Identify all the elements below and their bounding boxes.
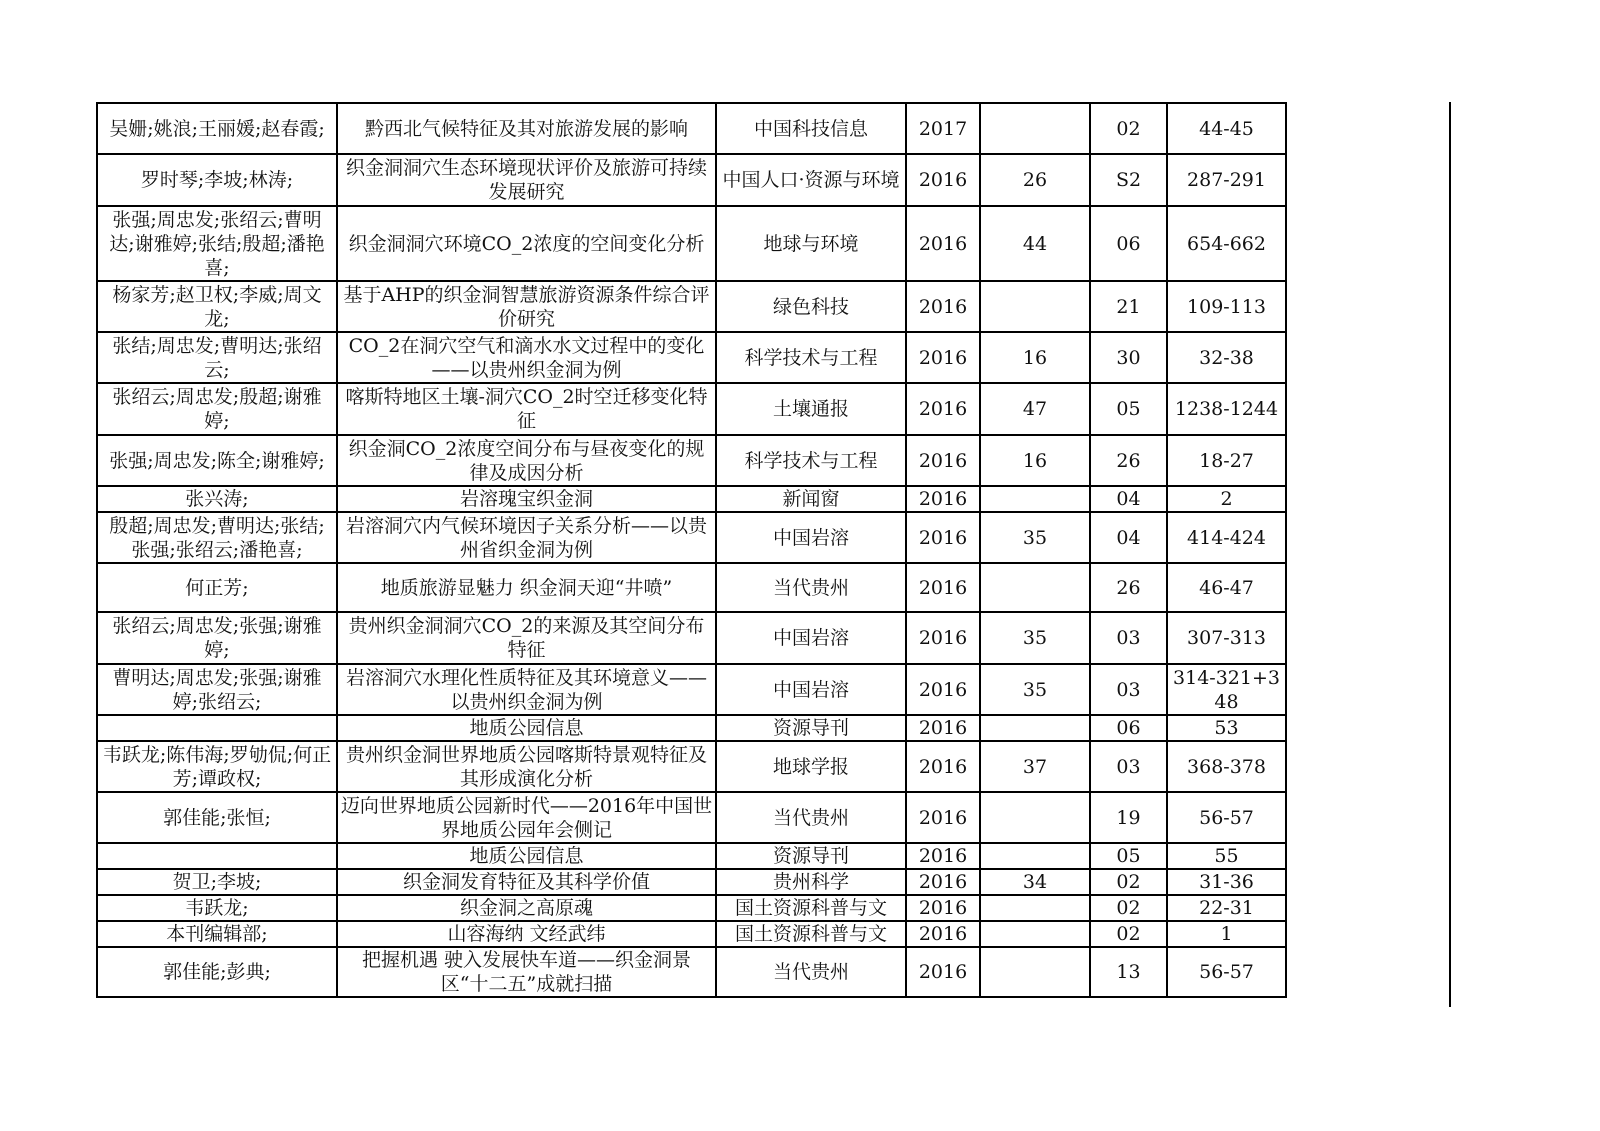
title-cell: 织金洞CO_2浓度空间分布与昼夜变化的规律及成因分析	[337, 435, 716, 486]
journal-cell: 当代贵州	[716, 947, 906, 997]
authors-cell: 韦跃龙;陈伟海;罗劬侃;何正芳;谭政权;	[97, 741, 337, 792]
title-cell: 地质旅游显魅力 织金洞天迎“井喷”	[337, 563, 716, 612]
journal-cell: 国土资源科普与文	[716, 895, 906, 921]
authors-cell: 本刊编辑部;	[97, 921, 337, 947]
pages-cell: 53	[1167, 715, 1286, 741]
title-cell: 迈向世界地质公园新时代——2016年中国世界地质公园年会侧记	[337, 792, 716, 843]
issue-cell: 03	[1090, 741, 1167, 792]
pages-cell: 22-31	[1167, 895, 1286, 921]
authors-cell: 罗时琴;李坡;林涛;	[97, 154, 337, 206]
year-cell: 2016	[906, 281, 980, 332]
table-row	[97, 206, 1286, 281]
journal-cell: 地球与环境	[716, 206, 906, 281]
year-cell: 2016	[906, 486, 980, 512]
volume-cell: 37	[980, 741, 1090, 792]
title-cell: 基于AHP的织金洞智慧旅游资源条件综合评价研究	[337, 281, 716, 332]
year-cell: 2016	[906, 664, 980, 715]
title-cell: 织金洞洞穴环境CO_2浓度的空间变化分析	[337, 206, 716, 281]
table-row	[97, 664, 1286, 715]
year-cell: 2016	[906, 843, 980, 869]
issue-cell: 30	[1090, 332, 1167, 383]
table-row	[97, 435, 1286, 486]
pages-cell: 109-113	[1167, 281, 1286, 332]
journal-cell: 土壤通报	[716, 383, 906, 435]
volume-cell	[980, 792, 1090, 843]
year-cell: 2016	[906, 741, 980, 792]
title-cell: 把握机遇 驶入发展快车道——织金洞景区“十二五”成就扫描	[337, 947, 716, 997]
authors-cell: 张强;周忠发;陈全;谢雅婷;	[97, 435, 337, 486]
table-row	[97, 154, 1286, 206]
year-cell: 2016	[906, 612, 980, 664]
title-cell: 岩溶瑰宝织金洞	[337, 486, 716, 512]
volume-cell	[980, 281, 1090, 332]
table-row	[97, 486, 1286, 512]
volume-cell: 35	[980, 512, 1090, 563]
issue-cell: 04	[1090, 512, 1167, 563]
journal-cell: 资源导刊	[716, 715, 906, 741]
pages-cell: 55	[1167, 843, 1286, 869]
year-cell: 2016	[906, 715, 980, 741]
volume-cell	[980, 563, 1090, 612]
volume-cell: 16	[980, 332, 1090, 383]
volume-cell: 26	[980, 154, 1090, 206]
table-row	[97, 612, 1286, 664]
year-cell: 2017	[906, 103, 980, 154]
authors-cell: 何正芳;	[97, 563, 337, 612]
title-cell: 织金洞洞穴生态环境现状评价及旅游可持续发展研究	[337, 154, 716, 206]
table-row	[97, 921, 1286, 947]
table-row	[97, 281, 1286, 332]
table-row	[97, 869, 1286, 895]
table-row	[97, 383, 1286, 435]
year-cell: 2016	[906, 921, 980, 947]
journal-cell: 中国岩溶	[716, 612, 906, 664]
authors-cell: 郭佳能;彭典;	[97, 947, 337, 997]
year-cell: 2016	[906, 154, 980, 206]
journal-cell: 科学技术与工程	[716, 435, 906, 486]
journal-cell: 地球学报	[716, 741, 906, 792]
volume-cell: 34	[980, 869, 1090, 895]
table-row	[97, 103, 1286, 154]
title-cell: 喀斯特地区土壤-洞穴CO_2时空迁移变化特征	[337, 383, 716, 435]
journal-cell: 当代贵州	[716, 563, 906, 612]
journal-cell: 国土资源科普与文	[716, 921, 906, 947]
issue-cell: 03	[1090, 664, 1167, 715]
volume-cell: 35	[980, 664, 1090, 715]
issue-cell: 02	[1090, 895, 1167, 921]
volume-cell: 44	[980, 206, 1090, 281]
year-cell: 2016	[906, 512, 980, 563]
table-row	[97, 741, 1286, 792]
title-cell: 织金洞之高原魂	[337, 895, 716, 921]
pages-cell: 31-36	[1167, 869, 1286, 895]
pages-cell: 32-38	[1167, 332, 1286, 383]
journal-cell: 科学技术与工程	[716, 332, 906, 383]
pages-cell: 46-47	[1167, 563, 1286, 612]
year-cell: 2016	[906, 869, 980, 895]
authors-cell: 张强;周忠发;张绍云;曹明达;谢雅婷;张结;殷超;潘艳喜;	[97, 206, 337, 281]
issue-cell: 05	[1090, 843, 1167, 869]
title-cell: 地质公园信息	[337, 843, 716, 869]
volume-cell: 16	[980, 435, 1090, 486]
issue-cell: 04	[1090, 486, 1167, 512]
issue-cell: 21	[1090, 281, 1167, 332]
table-row	[97, 895, 1286, 921]
journal-cell: 当代贵州	[716, 792, 906, 843]
table-row	[97, 332, 1286, 383]
pages-cell: 314-321+348	[1167, 664, 1286, 715]
volume-cell	[980, 103, 1090, 154]
journal-cell: 绿色科技	[716, 281, 906, 332]
authors-cell	[97, 843, 337, 869]
year-cell: 2016	[906, 947, 980, 997]
year-cell: 2016	[906, 206, 980, 281]
pages-cell: 56-57	[1167, 947, 1286, 997]
pages-cell: 368-378	[1167, 741, 1286, 792]
title-cell: 地质公园信息	[337, 715, 716, 741]
volume-cell: 47	[980, 383, 1090, 435]
year-cell: 2016	[906, 383, 980, 435]
pages-cell: 56-57	[1167, 792, 1286, 843]
pages-cell: 1238-1244	[1167, 383, 1286, 435]
year-cell: 2016	[906, 435, 980, 486]
authors-cell: 张绍云;周忠发;张强;谢雅婷;	[97, 612, 337, 664]
title-cell: 岩溶洞穴内气候环境因子关系分析——以贵州省织金洞为例	[337, 512, 716, 563]
authors-cell: 张绍云;周忠发;殷超;谢雅婷;	[97, 383, 337, 435]
title-cell: 织金洞发育特征及其科学价值	[337, 869, 716, 895]
pages-cell: 654-662	[1167, 206, 1286, 281]
issue-cell: 26	[1090, 435, 1167, 486]
title-cell: 岩溶洞穴水理化性质特征及其环境意义——以贵州织金洞为例	[337, 664, 716, 715]
issue-cell: 19	[1090, 792, 1167, 843]
issue-cell: 02	[1090, 921, 1167, 947]
pages-cell: 307-313	[1167, 612, 1286, 664]
issue-cell: 03	[1090, 612, 1167, 664]
issue-cell: 13	[1090, 947, 1167, 997]
reference-table	[96, 102, 1287, 998]
volume-cell	[980, 921, 1090, 947]
volume-cell	[980, 486, 1090, 512]
title-cell: 山容海纳 文经武纬	[337, 921, 716, 947]
year-cell: 2016	[906, 895, 980, 921]
issue-cell: 26	[1090, 563, 1167, 612]
volume-cell: 35	[980, 612, 1090, 664]
volume-cell	[980, 947, 1090, 997]
journal-cell: 中国岩溶	[716, 664, 906, 715]
journal-cell: 中国人口·资源与环境	[716, 154, 906, 206]
issue-cell: S2	[1090, 154, 1167, 206]
year-cell: 2016	[906, 792, 980, 843]
table-row	[97, 715, 1286, 741]
issue-cell: 05	[1090, 383, 1167, 435]
journal-cell: 中国岩溶	[716, 512, 906, 563]
authors-cell: 张兴涛;	[97, 486, 337, 512]
volume-cell	[980, 895, 1090, 921]
table-row	[97, 947, 1286, 997]
pages-cell: 2	[1167, 486, 1286, 512]
table-row	[97, 563, 1286, 612]
table-row	[97, 792, 1286, 843]
journal-cell: 新闻窗	[716, 486, 906, 512]
pages-cell: 287-291	[1167, 154, 1286, 206]
title-cell: CO_2在洞穴空气和滴水水文过程中的变化——以贵州织金洞为例	[337, 332, 716, 383]
title-cell: 贵州织金洞洞穴CO_2的来源及其空间分布特征	[337, 612, 716, 664]
volume-cell	[980, 715, 1090, 741]
reference-table-body	[97, 103, 1286, 997]
pages-cell: 414-424	[1167, 512, 1286, 563]
authors-cell: 吴姗;姚浪;王丽媛;赵春霞;	[97, 103, 337, 154]
page-border-line	[1449, 102, 1451, 1007]
issue-cell: 06	[1090, 715, 1167, 741]
issue-cell: 06	[1090, 206, 1167, 281]
pages-cell: 1	[1167, 921, 1286, 947]
pages-cell: 44-45	[1167, 103, 1286, 154]
authors-cell: 曹明达;周忠发;张强;谢雅婷;张绍云;	[97, 664, 337, 715]
authors-cell: 韦跃龙;	[97, 895, 337, 921]
pages-cell: 18-27	[1167, 435, 1286, 486]
authors-cell: 郭佳能;张恒;	[97, 792, 337, 843]
authors-cell	[97, 715, 337, 741]
year-cell: 2016	[906, 563, 980, 612]
authors-cell: 张结;周忠发;曹明达;张绍云;	[97, 332, 337, 383]
title-cell: 黔西北气候特征及其对旅游发展的影响	[337, 103, 716, 154]
table-row	[97, 512, 1286, 563]
issue-cell: 02	[1090, 869, 1167, 895]
authors-cell: 杨家芳;赵卫权;李威;周文龙;	[97, 281, 337, 332]
title-cell: 贵州织金洞世界地质公园喀斯特景观特征及其形成演化分析	[337, 741, 716, 792]
issue-cell: 02	[1090, 103, 1167, 154]
journal-cell: 贵州科学	[716, 869, 906, 895]
authors-cell: 贺卫;李坡;	[97, 869, 337, 895]
volume-cell	[980, 843, 1090, 869]
journal-cell: 中国科技信息	[716, 103, 906, 154]
year-cell: 2016	[906, 332, 980, 383]
authors-cell: 殷超;周忠发;曹明达;张结;张强;张绍云;潘艳喜;	[97, 512, 337, 563]
table-row	[97, 843, 1286, 869]
journal-cell: 资源导刊	[716, 843, 906, 869]
